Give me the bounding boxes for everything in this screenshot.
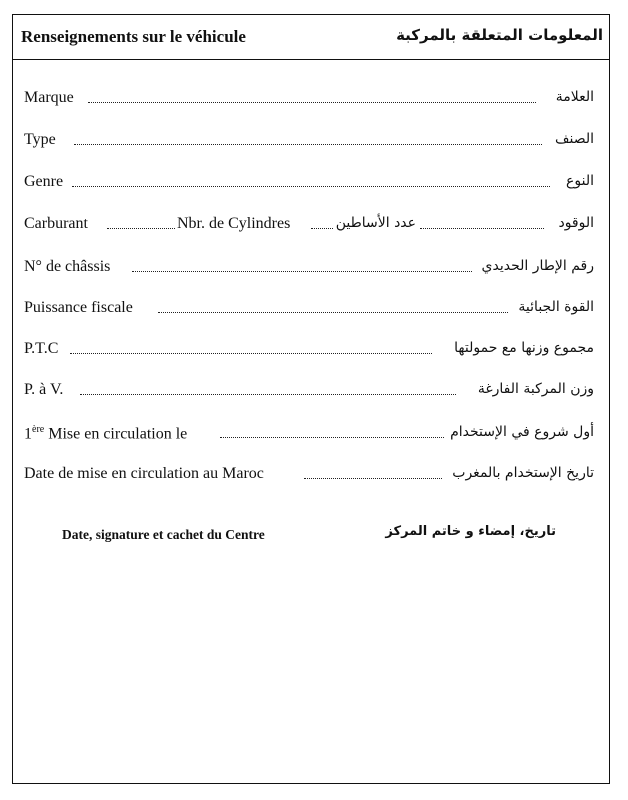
field-row-carburant	[24, 215, 594, 237]
field-input-genre[interactable]	[72, 186, 550, 187]
field-label-genre-fr: Genre	[24, 173, 64, 190]
field-label-type-fr: Type	[24, 131, 56, 148]
field-label-cylindres-ar: عدد الأساطين	[335, 215, 416, 231]
ordinal-suffix: ère	[32, 424, 45, 435]
field-row-type	[24, 131, 594, 153]
premiere-mise-text: Mise en circulation le	[44, 425, 188, 443]
field-input-carburant-ar[interactable]	[420, 228, 544, 229]
field-row-date-maroc	[24, 465, 594, 487]
field-row-puissance	[24, 299, 594, 321]
field-input-cylindres[interactable]	[311, 228, 333, 229]
field-row-marque	[24, 89, 594, 111]
field-label-type-ar: الصنف	[554, 131, 594, 147]
field-row-genre	[24, 173, 594, 195]
field-input-marque[interactable]	[88, 102, 536, 103]
field-label-date-maroc-fr: Date de mise en circulation au Maroc	[24, 465, 264, 482]
header-title-fr: Renseignements sur le véhicule	[21, 27, 246, 46]
form-header	[13, 15, 609, 60]
field-input-ptc[interactable]	[70, 353, 432, 354]
field-row-premiere-mise	[24, 424, 594, 446]
field-input-carburant[interactable]	[107, 228, 175, 229]
field-row-chassis	[24, 258, 594, 280]
field-label-premiere-mise-ar: أول شروع في الإستخدام	[450, 424, 594, 440]
field-label-pav-fr: P. à V.	[24, 381, 64, 398]
field-row-pav	[24, 381, 594, 403]
field-input-type[interactable]	[74, 144, 542, 145]
field-label-ptc-ar: مجموع وزنها مع حمولتها	[454, 340, 594, 356]
field-label-puissance-ar: القوة الجبائية	[518, 299, 594, 315]
field-label-ptc-fr: P.T.C	[24, 340, 59, 357]
field-label-date-maroc-ar: تاريخ الإستخدام بالمغرب	[452, 465, 594, 481]
field-label-pav-ar: وزن المركبة الفارغة	[477, 381, 594, 397]
field-label-chassis-fr: N° de châssis	[24, 258, 111, 275]
field-label-carburant-fr: Carburant	[24, 215, 88, 232]
field-input-puissance[interactable]	[158, 312, 508, 313]
field-input-pav[interactable]	[80, 394, 456, 395]
field-label-premiere-mise-fr	[24, 424, 187, 443]
field-label-marque-ar: العلامة	[555, 89, 594, 105]
field-input-premiere-mise[interactable]	[220, 437, 444, 438]
field-label-carburant-ar: الوقود	[558, 215, 594, 231]
field-row-ptc	[24, 340, 594, 362]
signature-label-ar: تاريخ، إمضاء و خاتم المركز	[385, 524, 556, 539]
field-label-genre-ar: النوع	[566, 173, 594, 189]
field-label-puissance-fr: Puissance fiscale	[24, 299, 133, 316]
field-label-marque-fr: Marque	[24, 89, 74, 106]
signature-label-fr: Date, signature et cachet du Centre	[62, 527, 265, 542]
field-label-cylindres-fr: Nbr. de Cylindres	[177, 215, 291, 232]
field-input-chassis[interactable]	[132, 271, 472, 272]
field-input-date-maroc[interactable]	[304, 478, 442, 479]
field-label-chassis-ar: رقم الإطار الحديدي	[481, 258, 594, 274]
ordinal-number: 1	[24, 425, 32, 443]
header-title-ar: المعلومات المتعلقة بالمركبة	[396, 26, 603, 44]
